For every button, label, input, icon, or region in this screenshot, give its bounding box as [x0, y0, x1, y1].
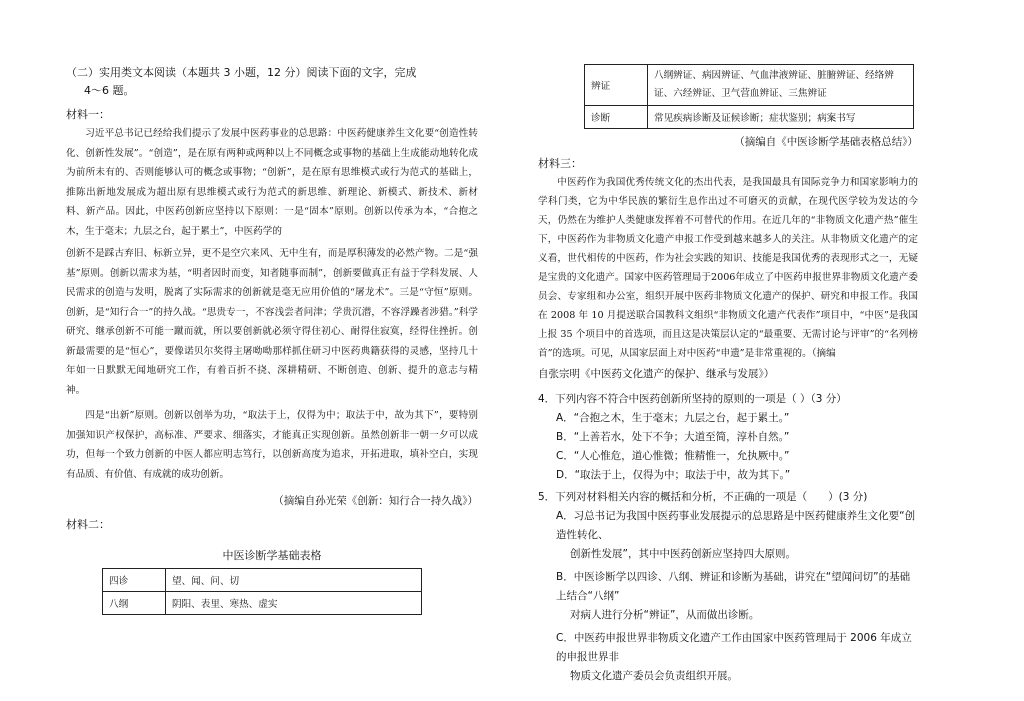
material-1-source: （摘编自孙光荣《创新：知行合一持久战》） [273, 495, 478, 507]
material-3-source: 自张宗明《中医药文化遗产的保护、继承与发展》） [538, 368, 775, 380]
table-value: 阴阳、表里、寒热、虚实 [166, 592, 422, 615]
material-1-paragraph-1: 习近平总书记已经给我们提示了发展中医药事业的总思路：中医药健康养生文化要“创造性转化、创新性发展”。“创造”，是在原有两种或两种以上不同概念或事物的基础上生成能动地转化成为前所未有的、否则能够认可的概念或事物；“创新”，是在原有思维模式或行为范式的基础上，推陈出新地发展成为超出原有思维模式或行为范式的新思维、新理论、新模式、新技术、新材料、新产品。因此，中医药创新应坚持以下原则：一是“固本”原则。创新以传承为本，“合抱之木，生于毫末；九层之台，起于累土”，中医药学的 [66, 128, 478, 237]
option-line-1: B．中医诊断学以四诊、八纲、辨证和诊断为基础，讲究在“望闻问切”的基础上结合“八纲” [556, 571, 911, 602]
material-1-label: 材料一： [66, 108, 110, 121]
table-title: 中医诊断学基础表格 [222, 549, 322, 562]
table-row [103, 592, 422, 615]
left-column [66, 64, 478, 615]
question-5-stem: 5．下列对材料相关内容的概括和分析，不正确的一项是（ ）(3 分) [538, 491, 868, 503]
diagnosis-table-part-1 [102, 568, 422, 615]
question-4-option-d[interactable]: D．“取法于上，仅得为中；取法于中，故为其下。” [556, 469, 791, 481]
material-3-label: 材料三： [538, 157, 582, 170]
table-value: 常见疾病诊断及证候诊断；症状鉴别；病案书写 [648, 106, 914, 129]
question-4-option-a[interactable]: A．“合抱之木，生于毫末；九层之台，起于累土。” [556, 412, 790, 424]
question-4-stem: 4．下列内容不符合中医药创新所坚持的原则的一项是（ ）（3 分） [538, 393, 847, 405]
table-key: 八纲 [103, 592, 166, 615]
question-4-option-c[interactable]: C．“人心惟危，道心惟微；惟精惟一，允执厥中。” [556, 450, 790, 462]
option-line-1: C．中医药申报世界非物质文化遗产工作由国家中医药管理局于 2006 年成立的申报世界非 [556, 632, 912, 663]
table-key: 诊断 [585, 106, 648, 129]
table-row [585, 106, 914, 129]
material-1-paragraph-3: 四是“出新”原则。创新以创举为功，“取法于上，仅得为中；取法于中，故为其下”，要特别加强知识产权保护，高标准、严要求、细落实，才能真正实现创新。虽然创新非一朝一夕可以成功，但每一个致力创新的中医人都应明志笃行，以创新高度为追求，开拓进取，填补空白，实现有品质、有价值、有成就的成功创新。 [66, 410, 478, 480]
table-key: 四诊 [103, 569, 166, 592]
option-line-1: A．习总书记为我国中医药事业发展提示的总思路是中医药健康养生文化要“创造性转化、 [556, 510, 916, 541]
material-1-paragraph-2: 创新不是踩古弃旧、标新立异，更不是空穴来风、无中生有，而是厚积薄发的必然产物。二是“强基”原则。创新以需求为基，“明者因时而变，知者随事而制”，创新要做真正有益于学科发展、人民需求的创造与发明，脱离了实际需求的创新就是毫无应用价值的“屠龙术”。三是“守恒”原则。创新，是“知行合一”的持久战。“思贵专一，不容浅尝者问津；学贵沉潜，不容浮躁者涉猎。”科学研究、继承创新不可能一蹴而就，所以要创新就必须守得住初心、耐得住寂寞，经得住挫折。创新最需要的是“恒心”，要像诺贝尔奖得主屠呦呦那样抓住研习中医药典籍获得的灵感，坚持几十年如一日默默无闻地研究工作，有着百折不挠、深耕精研、不断创造、创新、提升的意志与精神。 [66, 248, 478, 396]
table-value: 望、闻、问、切 [166, 569, 422, 592]
option-line-2: 对病人进行分析“辨证”，从而做出诊断。 [570, 609, 760, 621]
table-source: （摘编自《中医诊断学基础表格总结》） [734, 136, 918, 148]
diagnosis-table-part-2 [584, 64, 914, 129]
section-heading: （二）实用类文本阅读（本题共 3 小题，12 分）阅读下面的文字，完成 [66, 66, 417, 79]
material-3-paragraph: 中医药作为我国优秀传统文化的杰出代表，是我国最具有国际竞争力和国家影响力的学科门类，它为中华民族的繁衍生息作出过不可磨灭的贡献，在现代医学较为发达的今天，仍然在为维护人类健康发挥着不可替代的作用。在近几年的“非物质文化遗产热”催生下，中医药作为非物质文化遗产申报工作受到越来越多人的关注。从非物质文化遗产的定义看，世代相传的中医药，作为社会实践的知识、技能是我国优秀的表现形式之一，无疑是宝贵的文化遗产。国家中医药管理局于2006年成立了中医药申报世界非物质文化遗产委员会、专家组和办公室，组织开展中医药非物质文化遗产的保护、研究和申报工作。我国在 2008 年 10 月提送联合国教科文组织“非物质文化遗产代表作”项目中，“中医”是我国上报 35 个项目中的首选项，而且这是决策层认定的“最重要、无需讨论与评审”的“名列榜首”的选项。可见，从国家层面上对中医药“申遗”是非常重视的。（摘编 [538, 177, 918, 359]
material-2-label: 材料二： [66, 518, 110, 531]
right-column [538, 64, 918, 686]
question-4-option-b[interactable]: B．“上善若水，处下不争；大道至简，淳朴自然。” [556, 431, 790, 443]
question-5-option-b[interactable] [538, 568, 918, 625]
section-heading-cont: 4～6 题。 [84, 84, 135, 97]
table-row [103, 569, 422, 592]
table-key: 辨证 [585, 65, 648, 106]
table-row [585, 65, 914, 106]
option-line-2: 创新性发展”，其中中医药创新应坚持四大原则。 [570, 548, 796, 560]
option-line-2: 物质文化遗产委员会负责组织开展。 [570, 670, 738, 682]
table-value: 八纲辨证、病因辨证、气血津液辨证、脏腑辨证、经络辨证、六经辨证、卫气营血辨证、三焦辨证 [648, 65, 914, 106]
question-5-option-a[interactable] [538, 507, 918, 564]
question-5-option-c[interactable] [538, 629, 918, 686]
